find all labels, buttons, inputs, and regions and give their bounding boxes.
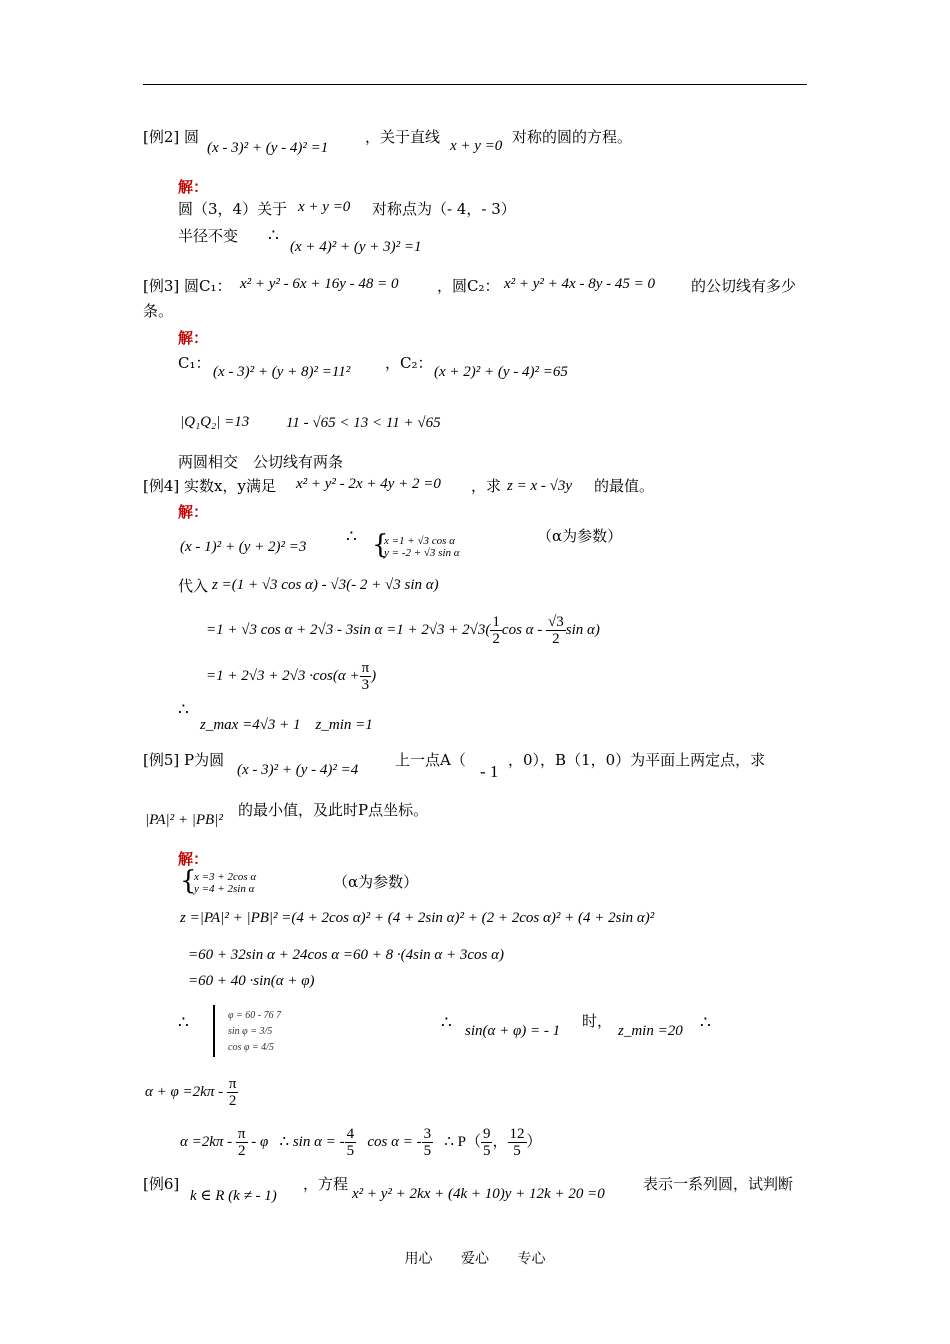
ex5-case-3: cos φ = 4/5 [228, 1042, 274, 1053]
ex5-line3: =60 + 40 ·sin(α + φ) [188, 973, 315, 989]
ex4-target: z = x - √3y [507, 478, 573, 494]
page-footer: 用心 爱心 专心 [404, 1251, 546, 1267]
ex4-line3: =1 + 2√3 + 2√3 ·cos(α + $\frac{\pi}{3}$ ) [206, 660, 377, 693]
therefore-symbol: ∴ [178, 1013, 189, 1033]
ex3-tail2: 条。 [143, 302, 174, 320]
case-brace [213, 1005, 217, 1057]
ex5-line5: α =2kπ - $\frac{\pi}{2}$ - φ ∴ sin α = - $\frac{4}{5}$ cos α = - $\frac{3}{5}$ ∴ P（ $\frac{9}{5}$ ， $\frac{12}{5}$ ） [180, 1126, 542, 1159]
ex5-zmin: z_min =20 [618, 1023, 683, 1039]
ex2-equation: (x - 3)² + (y - 4)² =1 [207, 140, 329, 156]
ex4-tail: 的最值。 [594, 477, 655, 495]
ex6-lead: [例6] [143, 1175, 180, 1193]
ex5-case-1: φ = 60 - 76 7 [228, 1010, 282, 1021]
ex5-line4: α + φ =2kπ - $\frac{\pi}{2}$ [145, 1076, 237, 1109]
ex2-line: x + y =0 [450, 138, 503, 154]
ex5-objective-tail: 的最小值，及此时P点坐标。 [238, 801, 429, 819]
ex3-inequality: 11 - √65 < 13 < 11 + √65 [286, 415, 441, 431]
ex2-step1: 圆（3，4）关于 [178, 200, 288, 218]
therefore-symbol: ∴ [441, 1013, 452, 1033]
ex2-tail: 对称的圆的方程。 [512, 128, 633, 146]
ex4-substitute: 代入 [178, 577, 209, 595]
ex3-solution-label: 解： [178, 329, 209, 347]
ex2-result: (x + 4)² + (y + 3)² =1 [290, 239, 422, 255]
ex3-c2-label: ，C₂： [385, 354, 433, 372]
ex2-lead: [例2] 圆 [143, 128, 200, 146]
ex2-step2: 半径不变 [178, 227, 239, 245]
ex5-tail: ，0），B（1，0）为平面上两定点，求 [508, 751, 766, 769]
therefore-symbol: ∴ [700, 1013, 711, 1033]
ex3-tail: 的公切线有多少 [691, 277, 797, 295]
system-brace: { [372, 530, 389, 560]
ex4-param: （α为参数） [537, 527, 623, 545]
ex4-sys-y: y = -2 + √3 sin α [384, 547, 460, 559]
ex4-result: z_max =4√3 + 1 z_min =1 [200, 717, 373, 733]
ex5-sys-y: y =4 + 2sin α [194, 883, 255, 895]
ex5-when-tail: 时， [582, 1012, 613, 1030]
ex4-line1: z =(1 + √3 cos α) - √3(- 2 + √3 sin α) [212, 577, 439, 593]
ex3-c1: x² + y² - 6x + 16y - 48 = 0 [240, 276, 399, 292]
ex2-step1-tail: 对称点为（- 4，- 3） [372, 200, 516, 218]
ex3-mid: ，圆C₂： [437, 277, 500, 295]
ex5-line1: z =|PA|² + |PB|² =(4 + 2cos α)² + (4 + 2sin α)² + (2 + 2cos α)² + (4 + 2sin α)² [180, 910, 655, 926]
ex6-mid: ，方程 [303, 1175, 349, 1193]
ex3-conclusion: 两圆相交 公切线有两条 [178, 453, 344, 471]
ex2-solution-label: 解： [178, 178, 209, 196]
ex4-line2: =1 + √3 cos α + 2√3 - 3sin α =1 + 2√3 + 2√3( $\frac{1}{2}$ cos α - $\frac{√3}{2}$ sin α) [206, 614, 600, 647]
ex5-objective: |PA|² + |PB|² [145, 812, 223, 828]
ex5-param: （α为参数） [333, 873, 419, 891]
ex4-sys-x: x =1 + √3 cos α [384, 535, 455, 547]
ex5-solution-label: 解： [178, 850, 209, 868]
ex3-c1-label: C₁： [178, 354, 211, 372]
ex3-c1-standard: (x - 3)² + (y + 8)² =11² [213, 364, 351, 380]
ex5-line2: =60 + 32sin α + 24cos α =60 + 8 ·(4sin α + 3cos α) [188, 947, 504, 963]
ex4-condition: x² + y² - 2x + 4y + 2 =0 [296, 476, 441, 492]
ex5-when: sin(α + φ) = - 1 [465, 1023, 561, 1039]
therefore-symbol: ∴ [346, 527, 357, 547]
ex5-sys-x: x =3 + 2cos α [194, 871, 257, 883]
ex2-mid: ，关于直线 [365, 128, 441, 146]
ex5-lead: [例5] P为圆 [143, 751, 225, 769]
ex3-distance: |Q₁Q₂| =13 [180, 414, 250, 430]
ex5-case-2: sin φ = 3/5 [228, 1026, 273, 1037]
ex2-step1-math: x + y =0 [298, 199, 351, 215]
ex4-mid: ，求 [471, 477, 502, 495]
ex4-solution-label: 解： [178, 503, 209, 521]
system-brace: { [180, 866, 197, 896]
ex5-negative-one: - 1 [480, 762, 499, 781]
ex3-lead: [例3] 圆C₁： [143, 277, 232, 295]
ex6-equation: x² + y² + 2kx + (4k + 10)y + 12k + 20 =0 [352, 1186, 605, 1202]
therefore-symbol: ∴ [268, 226, 279, 246]
ex4-lead: [例4] 实数x，y满足 [143, 477, 276, 495]
ex5-mid: 上一点A（ [395, 751, 466, 769]
therefore-symbol: ∴ [178, 700, 189, 720]
ex6-k: k ∈ R (k ≠ - 1) [190, 1188, 277, 1204]
ex3-c2-standard: (x + 2)² + (y - 4)² =65 [434, 364, 568, 380]
ex3-c2: x² + y² + 4x - 8y - 45 = 0 [504, 276, 655, 292]
ex5-equation: (x - 3)² + (y - 4)² =4 [237, 762, 359, 778]
ex4-circle: (x - 1)² + (y + 2)² =3 [180, 539, 307, 555]
ex6-tail: 表示一系列圆，试判断 [643, 1175, 794, 1193]
header-rule [143, 84, 807, 85]
